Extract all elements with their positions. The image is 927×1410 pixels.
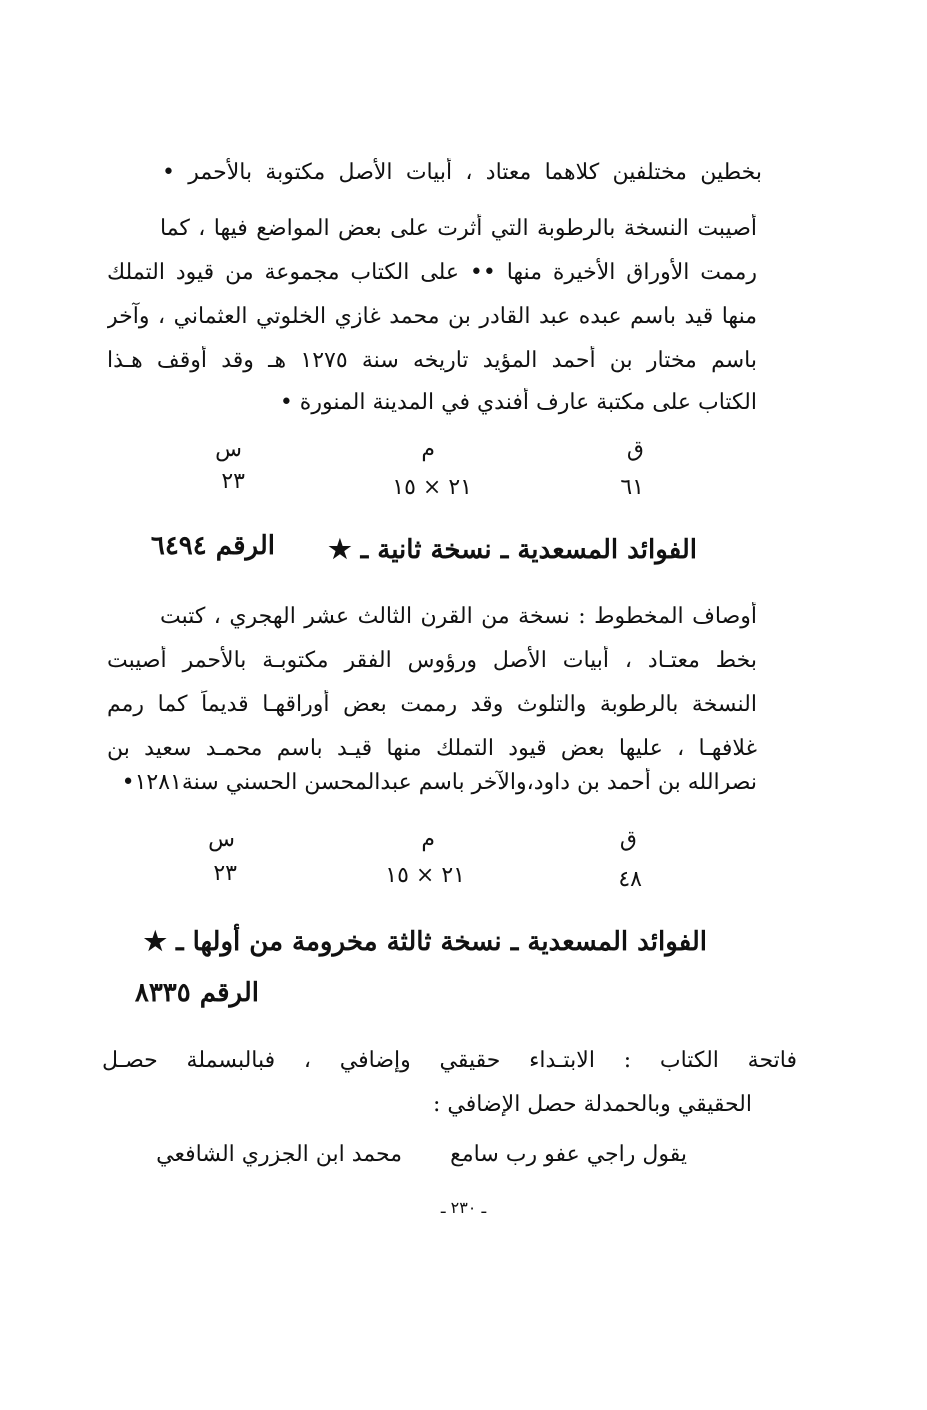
- text-line: الكتاب على مكتبة عارف أفندي في المدينة المنورة •: [279, 390, 757, 415]
- table-value-s: ٢٣: [213, 861, 237, 886]
- table-header-m: م: [421, 437, 435, 462]
- text-line: باسم مختار بن أحمد المؤيد تاريخه سنة ١٢٧٥ هـ وقد أوقف هـذا: [107, 348, 757, 373]
- verse-second-hemistich: محمد ابن الجزري الشافعي: [156, 1142, 402, 1167]
- section-heading: الفوائد المسعدية ـ نسخة ثانية ـ ★: [328, 535, 697, 565]
- table-header-q: ق: [619, 827, 637, 852]
- table-value-s: ٢٣: [221, 469, 245, 494]
- text-line: أصيبت النسخة بالرطوبة التي أثرت على بعض المواضع فيها ، كما: [160, 216, 757, 241]
- text-line: نصرالله بن أحمد بن داود،والآخر باسم عبدالمحسن الحسني سنة١٢٨١•: [121, 770, 757, 795]
- table-value-m: ٢١ × ١٥: [392, 475, 472, 500]
- text-line: الحقيقي وبالحمدلة حصل الإضافي :: [433, 1092, 752, 1117]
- page-number: ـ ٢٣٠ ـ: [440, 1198, 487, 1217]
- text-line: فاتحة الكتاب : الابتـداء حقيقي وإضافي ، فبالبسملة حصـل: [102, 1048, 797, 1073]
- table-value-m: ٢١ × ١٥: [385, 863, 465, 888]
- text-line: بخطين مختلفين كلاهما معتاد ، أبيات الأصل مكتوبة بالأحمر •: [162, 160, 762, 185]
- catalog-number: الرقم ٦٤٩٤: [150, 531, 275, 561]
- text-line: غلافهـا ، عليها بعض قيود التملك منها قيـد باسم محمـد سعيد بن: [107, 736, 757, 761]
- table-value-q: ٤٨: [618, 867, 642, 892]
- table-header-s: س: [215, 437, 242, 462]
- table-header-m: م: [421, 827, 435, 852]
- text-line: أوصاف المخطوط : نسخة من القرن الثالث عشر الهجري ، كتبت: [160, 604, 757, 629]
- verse-first-hemistich: يقول راجي عفو رب سامع: [450, 1142, 687, 1167]
- table-header-s: س: [208, 827, 235, 852]
- text-line: النسخة بالرطوبة والتلوث وقد رممت بعض أوراقهـا قديماً كما رمم: [107, 692, 757, 717]
- catalog-number: الرقم ٨٣٣٥: [134, 978, 259, 1008]
- text-line: منها قيد باسم عبده عبد القادر بن محمد غازي الخلوتي العثماني ، وآخر: [107, 304, 757, 329]
- text-line: بخط معتـاد ، أبيات الأصل ورؤوس الفقر مكتوبـة بالأحمر أصيبت: [107, 648, 757, 673]
- table-header-q: ق: [626, 437, 644, 462]
- table-value-q: ٦١: [620, 475, 644, 500]
- section-heading: الفوائد المسعدية ـ نسخة ثالثة مخرومة من أولها ـ ★: [143, 927, 707, 957]
- text-line: رممت الأوراق الأخيرة منها •• على الكتاب مجموعة من قيود التملك: [107, 260, 757, 285]
